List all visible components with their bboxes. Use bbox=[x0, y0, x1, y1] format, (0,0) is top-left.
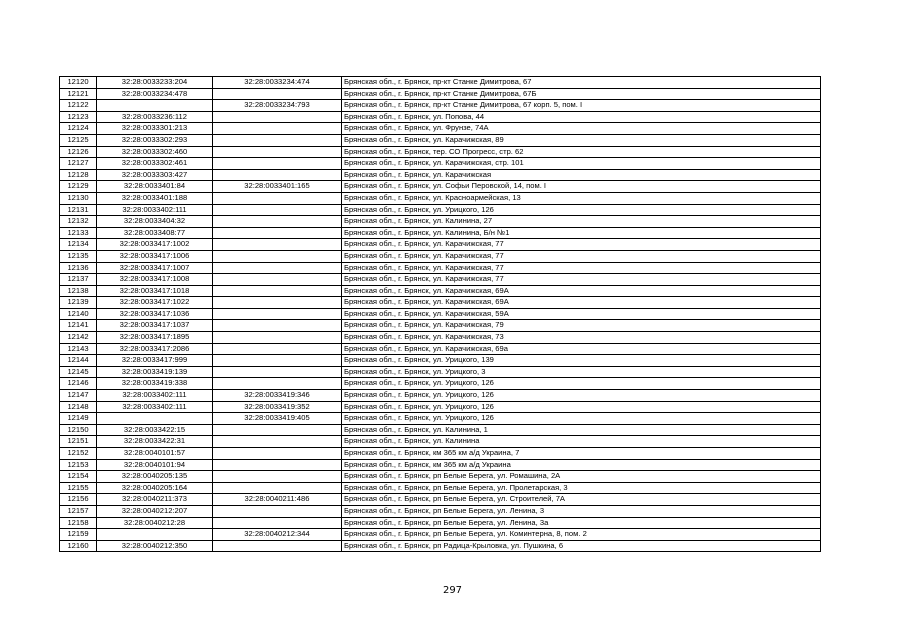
row-number-cell: 12158 bbox=[60, 517, 97, 529]
building-cadastral-number-cell bbox=[213, 88, 342, 100]
table-row bbox=[60, 239, 821, 251]
row-number-cell: 12137 bbox=[60, 274, 97, 286]
building-cadastral-number-cell: 32:28:0033419:346 bbox=[213, 390, 342, 402]
cadastral-number-cell: 32:28:0033302:461 bbox=[97, 158, 213, 170]
row-number-cell: 12135 bbox=[60, 250, 97, 262]
table-row bbox=[60, 540, 821, 552]
building-cadastral-number-cell bbox=[213, 343, 342, 355]
cadastral-number-cell: 32:28:0040205:135 bbox=[97, 471, 213, 483]
building-cadastral-number-cell bbox=[213, 204, 342, 216]
row-number-cell: 12140 bbox=[60, 308, 97, 320]
cadastral-number-cell: 32:28:0033302:460 bbox=[97, 146, 213, 158]
building-cadastral-number-cell bbox=[213, 540, 342, 552]
row-number-cell: 12129 bbox=[60, 181, 97, 193]
cadastral-number-cell: 32:28:0033417:1036 bbox=[97, 308, 213, 320]
building-cadastral-number-cell bbox=[213, 111, 342, 123]
table-row bbox=[60, 297, 821, 309]
table-row bbox=[60, 77, 821, 89]
row-number-cell: 12154 bbox=[60, 471, 97, 483]
row-number-cell: 12147 bbox=[60, 390, 97, 402]
cadastral-number-cell: 32:28:0033303:427 bbox=[97, 169, 213, 181]
cadastral-number-cell: 32:28:0033417:1002 bbox=[97, 239, 213, 251]
cadastral-number-cell bbox=[97, 529, 213, 541]
cadastral-number-cell: 32:28:0040101:57 bbox=[97, 448, 213, 460]
row-number-cell: 12134 bbox=[60, 239, 97, 251]
address-cell: Брянская обл., г. Брянск, ул. Карачижская, 77 bbox=[342, 274, 821, 286]
cadastral-number-cell: 32:28:0040212:350 bbox=[97, 540, 213, 552]
address-cell: Брянская обл., г. Брянск, тер. СО Прогресс, стр. 62 bbox=[342, 146, 821, 158]
building-cadastral-number-cell bbox=[213, 297, 342, 309]
address-cell: Брянская обл., г. Брянск, рп Радица-Крыловка, ул. Пушкина, 6 bbox=[342, 540, 821, 552]
table-row bbox=[60, 320, 821, 332]
table-row bbox=[60, 471, 821, 483]
row-number-cell: 12148 bbox=[60, 401, 97, 413]
cadastral-number-cell: 32:28:0040212:28 bbox=[97, 517, 213, 529]
row-number-cell: 12136 bbox=[60, 262, 97, 274]
cadastral-number-cell: 32:28:0033302:293 bbox=[97, 134, 213, 146]
address-cell: Брянская обл., г. Брянск, ул. Урицкого, 139 bbox=[342, 355, 821, 367]
address-cell: Брянская обл., г. Брянск, ул. Карачижская, 73 bbox=[342, 332, 821, 344]
registry-table bbox=[59, 76, 821, 552]
building-cadastral-number-cell bbox=[213, 436, 342, 448]
row-number-cell: 12130 bbox=[60, 192, 97, 204]
row-number-cell: 12143 bbox=[60, 343, 97, 355]
cadastral-number-cell: 32:28:0033404:32 bbox=[97, 216, 213, 228]
cadastral-number-cell: 32:28:0033234:478 bbox=[97, 88, 213, 100]
cadastral-number-cell: 32:28:0033422:15 bbox=[97, 424, 213, 436]
address-cell: Брянская обл., г. Брянск, пр-кт Станке Димитрова, 67 корп. 5, пом. I bbox=[342, 100, 821, 112]
row-number-cell: 12127 bbox=[60, 158, 97, 170]
building-cadastral-number-cell bbox=[213, 482, 342, 494]
address-cell: Брянская обл., г. Брянск, ул. Карачижская, 77 bbox=[342, 262, 821, 274]
cadastral-number-cell: 32:28:0040212:207 bbox=[97, 505, 213, 517]
address-cell: Брянская обл., г. Брянск, км 365 км а/д Украина, 7 bbox=[342, 448, 821, 460]
building-cadastral-number-cell bbox=[213, 169, 342, 181]
building-cadastral-number-cell bbox=[213, 123, 342, 135]
building-cadastral-number-cell: 32:28:0033234:474 bbox=[213, 77, 342, 89]
row-number-cell: 12122 bbox=[60, 100, 97, 112]
cadastral-number-cell: 32:28:0040205:164 bbox=[97, 482, 213, 494]
table-row bbox=[60, 366, 821, 378]
building-cadastral-number-cell bbox=[213, 355, 342, 367]
building-cadastral-number-cell: 32:28:0033234:793 bbox=[213, 100, 342, 112]
address-cell: Брянская обл., г. Брянск, ул. Калинина, 27 bbox=[342, 216, 821, 228]
cadastral-number-cell: 32:28:0033417:1007 bbox=[97, 262, 213, 274]
building-cadastral-number-cell bbox=[213, 285, 342, 297]
building-cadastral-number-cell bbox=[213, 471, 342, 483]
address-cell: Брянская обл., г. Брянск, ул. Карачижская bbox=[342, 169, 821, 181]
building-cadastral-number-cell: 32:28:0033401:165 bbox=[213, 181, 342, 193]
table-row bbox=[60, 448, 821, 460]
cadastral-number-cell: 32:28:0033233:204 bbox=[97, 77, 213, 89]
table-row bbox=[60, 390, 821, 402]
address-cell: Брянская обл., г. Брянск, ул. Софьи Перовской, 14, пом. I bbox=[342, 181, 821, 193]
table-row bbox=[60, 250, 821, 262]
row-number-cell: 12138 bbox=[60, 285, 97, 297]
building-cadastral-number-cell bbox=[213, 250, 342, 262]
building-cadastral-number-cell bbox=[213, 216, 342, 228]
address-cell: Брянская обл., г. Брянск, ул. Калинина, 1 bbox=[342, 424, 821, 436]
building-cadastral-number-cell bbox=[213, 134, 342, 146]
cadastral-number-cell: 32:28:0040211:373 bbox=[97, 494, 213, 506]
row-number-cell: 12128 bbox=[60, 169, 97, 181]
cadastral-number-cell: 32:28:0033417:1895 bbox=[97, 332, 213, 344]
table-row bbox=[60, 529, 821, 541]
cadastral-number-cell: 32:28:0033417:2086 bbox=[97, 343, 213, 355]
row-number-cell: 12159 bbox=[60, 529, 97, 541]
table-row bbox=[60, 146, 821, 158]
address-cell: Брянская обл., г. Брянск, рп Белые Берега, ул. Ленина, 3а bbox=[342, 517, 821, 529]
table-row bbox=[60, 134, 821, 146]
address-cell: Брянская обл., г. Брянск, ул. Калинина bbox=[342, 436, 821, 448]
address-cell: Брянская обл., г. Брянск, ул. Карачижская, 69а bbox=[342, 343, 821, 355]
address-cell: Брянская обл., г. Брянск, ул. Урицкого, 126 bbox=[342, 378, 821, 390]
cadastral-number-cell: 32:28:0033301:213 bbox=[97, 123, 213, 135]
row-number-cell: 12132 bbox=[60, 216, 97, 228]
table-row bbox=[60, 158, 821, 170]
building-cadastral-number-cell bbox=[213, 378, 342, 390]
cadastral-number-cell: 32:28:0033402:111 bbox=[97, 390, 213, 402]
table-row bbox=[60, 308, 821, 320]
row-number-cell: 12160 bbox=[60, 540, 97, 552]
table-row bbox=[60, 204, 821, 216]
table-row bbox=[60, 192, 821, 204]
row-number-cell: 12153 bbox=[60, 459, 97, 471]
table-row bbox=[60, 494, 821, 506]
table-row bbox=[60, 355, 821, 367]
building-cadastral-number-cell bbox=[213, 308, 342, 320]
cadastral-number-cell: 32:28:0033417:1018 bbox=[97, 285, 213, 297]
building-cadastral-number-cell bbox=[213, 146, 342, 158]
building-cadastral-number-cell bbox=[213, 320, 342, 332]
building-cadastral-number-cell: 32:28:0040212:344 bbox=[213, 529, 342, 541]
address-cell: Брянская обл., г. Брянск, ул. Красноармейская, 13 bbox=[342, 192, 821, 204]
table-row bbox=[60, 378, 821, 390]
table-row bbox=[60, 88, 821, 100]
address-cell: Брянская обл., г. Брянск, ул. Урицкого, 126 bbox=[342, 401, 821, 413]
row-number-cell: 12156 bbox=[60, 494, 97, 506]
address-cell: Брянская обл., г. Брянск, ул. Карачижская, 77 bbox=[342, 239, 821, 251]
building-cadastral-number-cell bbox=[213, 517, 342, 529]
cadastral-number-cell: 32:28:0033417:1008 bbox=[97, 274, 213, 286]
row-number-cell: 12133 bbox=[60, 227, 97, 239]
building-cadastral-number-cell bbox=[213, 192, 342, 204]
building-cadastral-number-cell: 32:28:0033419:405 bbox=[213, 413, 342, 425]
row-number-cell: 12125 bbox=[60, 134, 97, 146]
table-row bbox=[60, 505, 821, 517]
address-cell: Брянская обл., г. Брянск, ул. Урицкого, 126 bbox=[342, 413, 821, 425]
building-cadastral-number-cell bbox=[213, 262, 342, 274]
building-cadastral-number-cell bbox=[213, 424, 342, 436]
row-number-cell: 12124 bbox=[60, 123, 97, 135]
building-cadastral-number-cell bbox=[213, 274, 342, 286]
table-row bbox=[60, 343, 821, 355]
building-cadastral-number-cell: 32:28:0033419:352 bbox=[213, 401, 342, 413]
address-cell: Брянская обл., г. Брянск, км 365 км а/д Украина bbox=[342, 459, 821, 471]
cadastral-number-cell: 32:28:0033419:139 bbox=[97, 366, 213, 378]
cadastral-number-cell: 32:28:0033422:31 bbox=[97, 436, 213, 448]
row-number-cell: 12139 bbox=[60, 297, 97, 309]
building-cadastral-number-cell bbox=[213, 158, 342, 170]
table-row bbox=[60, 424, 821, 436]
address-cell: Брянская обл., г. Брянск, ул. Карачижская, 69А bbox=[342, 285, 821, 297]
table-row bbox=[60, 262, 821, 274]
address-cell: Брянская обл., г. Брянск, ул. Карачижская, 69А bbox=[342, 297, 821, 309]
row-number-cell: 12150 bbox=[60, 424, 97, 436]
table-row bbox=[60, 459, 821, 471]
address-cell: Брянская обл., г. Брянск, ул. Карачижская, 59А bbox=[342, 308, 821, 320]
row-number-cell: 12141 bbox=[60, 320, 97, 332]
address-cell: Брянская обл., г. Брянск, ул. Фрунзе, 74А bbox=[342, 123, 821, 135]
address-cell: Брянская обл., г. Брянск, ул. Попова, 44 bbox=[342, 111, 821, 123]
cadastral-number-cell: 32:28:0033417:1022 bbox=[97, 297, 213, 309]
cadastral-number-cell: 32:28:0033417:1037 bbox=[97, 320, 213, 332]
address-cell: Брянская обл., г. Брянск, рп Белые Берега, ул. Коминтерна, 8, пом. 2 bbox=[342, 529, 821, 541]
table-row bbox=[60, 100, 821, 112]
cadastral-number-cell: 32:28:0040101:94 bbox=[97, 459, 213, 471]
building-cadastral-number-cell bbox=[213, 448, 342, 460]
address-cell: Брянская обл., г. Брянск, рп Белые Берега, ул. Пролетарская, 3 bbox=[342, 482, 821, 494]
row-number-cell: 12149 bbox=[60, 413, 97, 425]
cadastral-number-cell: 32:28:0033417:999 bbox=[97, 355, 213, 367]
table-row bbox=[60, 216, 821, 228]
row-number-cell: 12120 bbox=[60, 77, 97, 89]
table-row bbox=[60, 332, 821, 344]
cadastral-number-cell: 32:28:0033401:188 bbox=[97, 192, 213, 204]
table-row bbox=[60, 111, 821, 123]
table-row bbox=[60, 482, 821, 494]
cadastral-number-cell: 32:28:0033408:77 bbox=[97, 227, 213, 239]
page-number: 297 bbox=[442, 585, 463, 596]
cadastral-number-cell: 32:28:0033402:111 bbox=[97, 401, 213, 413]
cadastral-number-cell: 32:28:0033417:1006 bbox=[97, 250, 213, 262]
row-number-cell: 12126 bbox=[60, 146, 97, 158]
table-row bbox=[60, 413, 821, 425]
address-cell: Брянская обл., г. Брянск, ул. Урицкого, 3 bbox=[342, 366, 821, 378]
cadastral-number-cell: 32:28:0033419:338 bbox=[97, 378, 213, 390]
row-number-cell: 12131 bbox=[60, 204, 97, 216]
address-cell: Брянская обл., г. Брянск, ул. Урицкого, 126 bbox=[342, 204, 821, 216]
address-cell: Брянская обл., г. Брянск, рп Белые Берега, ул. Строителей, 7А bbox=[342, 494, 821, 506]
row-number-cell: 12155 bbox=[60, 482, 97, 494]
cadastral-number-cell bbox=[97, 413, 213, 425]
building-cadastral-number-cell: 32:28:0040211:486 bbox=[213, 494, 342, 506]
row-number-cell: 12142 bbox=[60, 332, 97, 344]
row-number-cell: 12144 bbox=[60, 355, 97, 367]
address-cell: Брянская обл., г. Брянск, ул. Карачижская, 89 bbox=[342, 134, 821, 146]
address-cell: Брянская обл., г. Брянск, ул. Калинина, Б/н №1 bbox=[342, 227, 821, 239]
building-cadastral-number-cell bbox=[213, 505, 342, 517]
address-cell: Брянская обл., г. Брянск, ул. Урицкого, 126 bbox=[342, 390, 821, 402]
cadastral-number-cell bbox=[97, 100, 213, 112]
building-cadastral-number-cell bbox=[213, 239, 342, 251]
table-row bbox=[60, 274, 821, 286]
row-number-cell: 12123 bbox=[60, 111, 97, 123]
building-cadastral-number-cell bbox=[213, 459, 342, 471]
row-number-cell: 12146 bbox=[60, 378, 97, 390]
registry-table-body bbox=[60, 77, 821, 552]
address-cell: Брянская обл., г. Брянск, ул. Карачижская, 79 bbox=[342, 320, 821, 332]
table-row bbox=[60, 436, 821, 448]
table-row bbox=[60, 181, 821, 193]
table-row bbox=[60, 123, 821, 135]
row-number-cell: 12121 bbox=[60, 88, 97, 100]
table-row bbox=[60, 517, 821, 529]
building-cadastral-number-cell bbox=[213, 227, 342, 239]
cadastral-number-cell: 32:28:0033401:84 bbox=[97, 181, 213, 193]
address-cell: Брянская обл., г. Брянск, ул. Карачижская, 77 bbox=[342, 250, 821, 262]
building-cadastral-number-cell bbox=[213, 366, 342, 378]
table-row bbox=[60, 227, 821, 239]
table-row bbox=[60, 401, 821, 413]
row-number-cell: 12145 bbox=[60, 366, 97, 378]
address-cell: Брянская обл., г. Брянск, пр-кт Станке Димитрова, 67 bbox=[342, 77, 821, 89]
address-cell: Брянская обл., г. Брянск, пр-кт Станке Димитрова, 67Б bbox=[342, 88, 821, 100]
cadastral-number-cell: 32:28:0033402:111 bbox=[97, 204, 213, 216]
row-number-cell: 12151 bbox=[60, 436, 97, 448]
table-row bbox=[60, 169, 821, 181]
cadastral-number-cell: 32:28:0033236:112 bbox=[97, 111, 213, 123]
address-cell: Брянская обл., г. Брянск, рп Белые Берега, ул. Ромашина, 2А bbox=[342, 471, 821, 483]
building-cadastral-number-cell bbox=[213, 332, 342, 344]
row-number-cell: 12157 bbox=[60, 505, 97, 517]
address-cell: Брянская обл., г. Брянск, рп Белые Берега, ул. Ленина, 3 bbox=[342, 505, 821, 517]
row-number-cell: 12152 bbox=[60, 448, 97, 460]
table-row bbox=[60, 285, 821, 297]
address-cell: Брянская обл., г. Брянск, ул. Карачижская, стр. 101 bbox=[342, 158, 821, 170]
